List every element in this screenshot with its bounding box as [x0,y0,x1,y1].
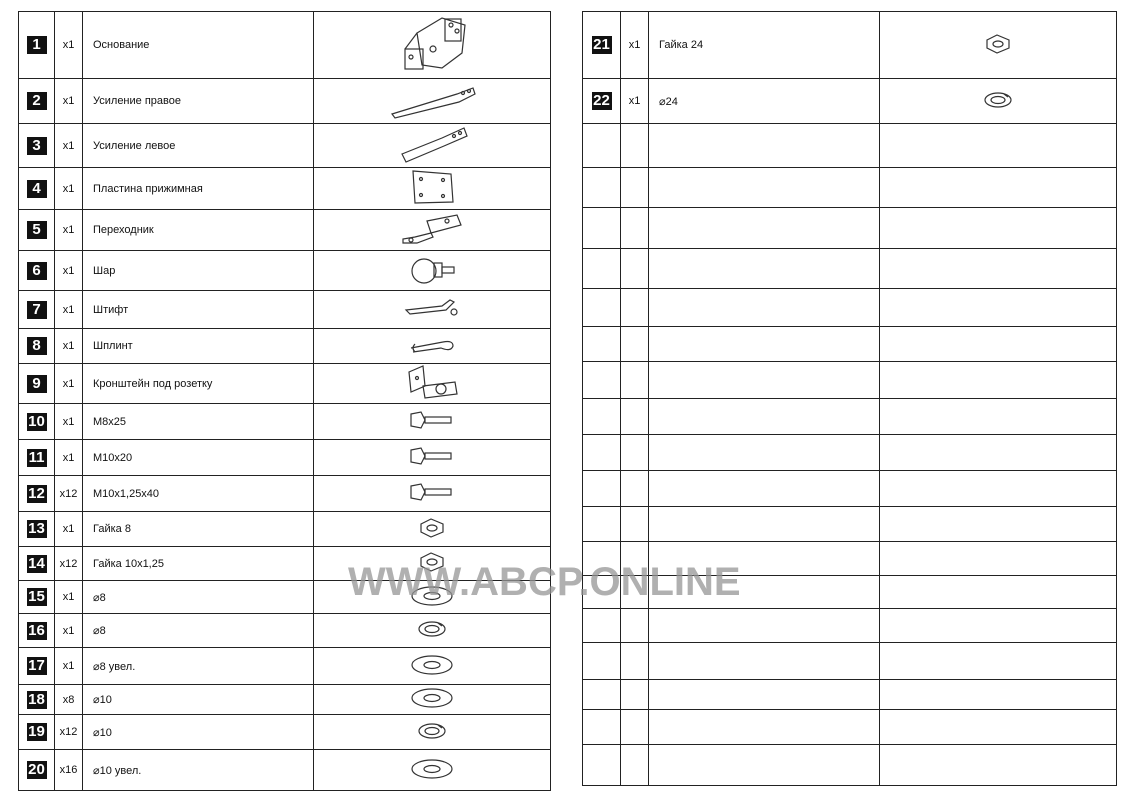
table-row [19,750,551,791]
part-number-cell [583,609,621,643]
part-number-cell [583,471,621,507]
part-number-cell [19,210,55,251]
part-image-cell [880,507,1117,542]
quantity-cell [621,362,649,399]
part-image-cell [880,576,1117,609]
table-row [19,364,551,404]
part-number-badge: 12 [28,484,45,502]
part-number-cell [19,440,55,476]
part-image-cell [880,79,1117,124]
table-row [19,291,551,329]
part-name-cell: Кронштейн под розетку [83,364,314,404]
part-number-badge: 13 [28,520,45,537]
part-image-cell [314,210,551,251]
part-name-cell: Шплинт [83,329,314,364]
part-image-cell [314,168,551,210]
table-row [583,208,1117,249]
part-name-cell: Основание [83,12,314,79]
part-name-cell [649,643,880,680]
nut-icon [983,32,1013,56]
part-image-cell [880,208,1117,249]
table-row [583,745,1117,786]
quantity-cell: x1 [55,581,83,614]
quantity-cell: x1 [55,251,83,291]
part-name-cell [649,710,880,745]
part-name-cell: ⌀10 [83,685,314,715]
table-row [583,643,1117,680]
nut-icon [417,516,447,540]
table-row [19,715,551,750]
part-number-cell [19,750,55,791]
part-number-badge: 10 [28,412,45,430]
part-number-badge: 18 [28,690,45,708]
part-number-cell [19,12,55,79]
bolt-icon [407,480,457,504]
part-name-cell [649,249,880,289]
part-number-cell [19,648,55,685]
quantity-cell: x1 [55,329,83,364]
part-image-cell [314,614,551,648]
part-number-cell [19,364,55,404]
part-number-badge: 4 [27,180,47,198]
part-image-cell [880,745,1117,786]
table-row [19,648,551,685]
part-number-cell [583,124,621,168]
quantity-cell: x1 [55,79,83,124]
part-name-cell [649,435,880,471]
bolt-icon [407,408,457,432]
part-image-cell [880,249,1117,289]
quantity-cell: x1 [55,512,83,547]
part-image-cell [880,435,1117,471]
part-name-cell [649,507,880,542]
part-name-cell: ⌀8 увел. [83,648,314,685]
quantity-cell: x1 [55,168,83,210]
bolt-icon [407,444,457,468]
table-row [583,249,1117,289]
part-name-cell [649,208,880,249]
part-number-cell [583,710,621,745]
quantity-cell [621,745,649,786]
part-image-cell [880,362,1117,399]
part-name-cell: Усиление правое [83,79,314,124]
quantity-cell [621,643,649,680]
part-number-badge: 1 [27,36,47,54]
part-name-cell: ⌀10 увел. [83,750,314,791]
part-number-cell [19,614,55,648]
part-number-badge: 8 [27,337,47,355]
part-number-cell [19,581,55,614]
washer-icon [408,685,456,711]
quantity-cell: x12 [55,715,83,750]
table-row [583,471,1117,507]
quantity-cell: x1 [55,648,83,685]
part-name-cell: ⌀8 [83,581,314,614]
table-row [19,79,551,124]
part-image-cell [880,680,1117,710]
part-image-cell [880,609,1117,643]
part-number-badge: 11 [27,449,47,467]
part-name-cell: Гайка 8 [83,512,314,547]
quantity-cell: x1 [621,79,649,124]
socket-bracket-icon [403,364,461,400]
part-image-cell [314,512,551,547]
part-name-cell: Штифт [83,291,314,329]
tow-ball-icon [404,251,460,287]
quantity-cell: x12 [55,547,83,581]
part-number-cell [583,435,621,471]
part-image-cell [880,471,1117,507]
part-name-cell [649,327,880,362]
part-name-cell: M10x20 [83,440,314,476]
table-row [583,507,1117,542]
table-row [19,614,551,648]
table-row [583,609,1117,643]
parts-table-right [582,11,1117,786]
part-number-cell [19,715,55,750]
table-row [583,289,1117,327]
part-image-cell [314,124,551,168]
part-name-cell [649,399,880,435]
part-number-cell [583,249,621,289]
part-name-cell: ⌀8 [83,614,314,648]
part-image-cell [314,476,551,512]
quantity-cell [621,609,649,643]
part-image-cell [314,715,551,750]
part-name-cell: Гайка 10x1,25 [83,547,314,581]
quantity-cell [621,399,649,435]
part-image-cell [314,251,551,291]
part-number-cell [19,685,55,715]
part-number-cell [19,547,55,581]
quantity-cell: x1 [55,614,83,648]
part-name-cell: Шар [83,251,314,291]
cotter-pin-icon [407,332,457,358]
quantity-cell: x12 [55,476,83,512]
pressure-plate-icon [407,168,457,206]
base-bracket-icon [387,13,477,75]
table-row [583,680,1117,710]
part-number-cell [583,208,621,249]
part-name-cell [649,168,880,208]
part-name-cell [649,745,880,786]
part-number-cell [583,399,621,435]
quantity-cell [621,327,649,362]
quantity-cell: x1 [55,210,83,251]
part-number-cell [19,404,55,440]
part-image-cell [880,327,1117,362]
quantity-cell [621,124,649,168]
part-image-cell [314,12,551,79]
part-name-cell [649,680,880,710]
quantity-cell [621,507,649,542]
part-image-cell [314,364,551,404]
part-number-badge: 20 [28,761,45,778]
part-name-cell: Переходник [83,210,314,251]
part-image-cell [880,168,1117,208]
table-row [19,404,551,440]
quantity-cell: x1 [621,12,649,79]
watermark: WWW.ABCP.ONLINE [348,560,741,604]
part-number-cell [583,289,621,327]
part-name-cell [649,471,880,507]
spring-washer-icon [414,617,450,641]
part-name-cell: ⌀10 [83,715,314,750]
washer-icon [408,652,456,678]
part-image-cell [314,440,551,476]
pin-icon [402,296,462,320]
table-row [583,168,1117,208]
quantity-cell: x1 [55,291,83,329]
part-number-cell [583,680,621,710]
table-row [19,124,551,168]
part-name-cell: M10x1,25x40 [83,476,314,512]
quantity-cell [621,710,649,745]
table-row [19,512,551,547]
quantity-cell [621,471,649,507]
table-row [583,79,1117,124]
quantity-cell: x1 [55,440,83,476]
table-row [583,124,1117,168]
quantity-cell: x8 [55,685,83,715]
part-number-badge: 5 [27,221,47,239]
part-number-cell [19,476,55,512]
quantity-cell [621,435,649,471]
part-number-cell [19,329,55,364]
part-number-badge: 21 [593,36,610,53]
table-row [583,435,1117,471]
part-number-cell [19,512,55,547]
table-row [19,329,551,364]
quantity-cell [621,289,649,327]
part-number-badge: 22 [593,92,610,109]
quantity-cell: x1 [55,404,83,440]
part-image-cell [880,289,1117,327]
part-number-cell [583,168,621,208]
part-number-cell [19,79,55,124]
reinforcement-left-icon [392,124,472,164]
quantity-cell: x16 [55,750,83,791]
washer-icon [408,756,456,782]
part-number-cell [583,643,621,680]
spring-washer-icon [980,88,1016,112]
adapter-icon [397,211,467,247]
part-image-cell [314,648,551,685]
part-number-cell [19,251,55,291]
part-image-cell [314,404,551,440]
part-number-badge: 2 [27,92,47,110]
table-row [583,12,1117,79]
part-number-cell [583,745,621,786]
part-number-cell [19,168,55,210]
part-number-badge: 19 [28,723,45,740]
quantity-cell: x1 [55,12,83,79]
table-row [19,251,551,291]
reinforcement-right-icon [387,80,477,120]
part-name-cell [649,289,880,327]
table-row [19,476,551,512]
table-row [19,168,551,210]
quantity-cell [621,249,649,289]
part-number-badge: 6 [27,262,47,280]
part-number-cell [19,291,55,329]
part-number-badge: 7 [27,301,47,319]
part-number-cell [583,12,621,79]
part-number-badge: 15 [28,588,45,605]
part-number-badge: 9 [27,375,47,393]
spring-washer-icon [414,719,450,743]
part-image-cell [880,12,1117,79]
part-name-cell: Пластина прижимная [83,168,314,210]
part-number-badge: 3 [27,137,47,155]
table-row [19,12,551,79]
part-number-cell [583,327,621,362]
quantity-cell: x1 [55,124,83,168]
table-row [19,210,551,251]
table-row [19,440,551,476]
part-number-badge: 17 [28,657,45,674]
table-row [19,685,551,715]
quantity-cell [621,680,649,710]
part-image-cell [314,79,551,124]
part-name-cell [649,362,880,399]
part-name-cell: ⌀24 [649,79,880,124]
part-number-cell [19,124,55,168]
table-row [583,362,1117,399]
table-row [583,710,1117,745]
table-row [583,399,1117,435]
parts-table-left [18,11,551,791]
part-image-cell [880,542,1117,576]
part-image-cell [314,291,551,329]
part-number-cell [583,79,621,124]
part-image-cell [880,124,1117,168]
quantity-cell: x1 [55,364,83,404]
part-image-cell [880,399,1117,435]
table-row [583,327,1117,362]
part-number-cell [583,362,621,399]
part-name-cell: M8x25 [83,404,314,440]
part-image-cell [880,643,1117,680]
part-image-cell [314,750,551,791]
part-name-cell: Усиление левое [83,124,314,168]
part-name-cell [649,609,880,643]
quantity-cell [621,168,649,208]
part-name-cell [649,124,880,168]
part-number-badge: 14 [28,554,45,572]
quantity-cell [621,208,649,249]
part-image-cell [314,685,551,715]
part-image-cell [880,710,1117,745]
part-number-cell [583,507,621,542]
part-name-cell: Гайка 24 [649,12,880,79]
part-image-cell [314,329,551,364]
part-number-badge: 16 [28,621,45,639]
